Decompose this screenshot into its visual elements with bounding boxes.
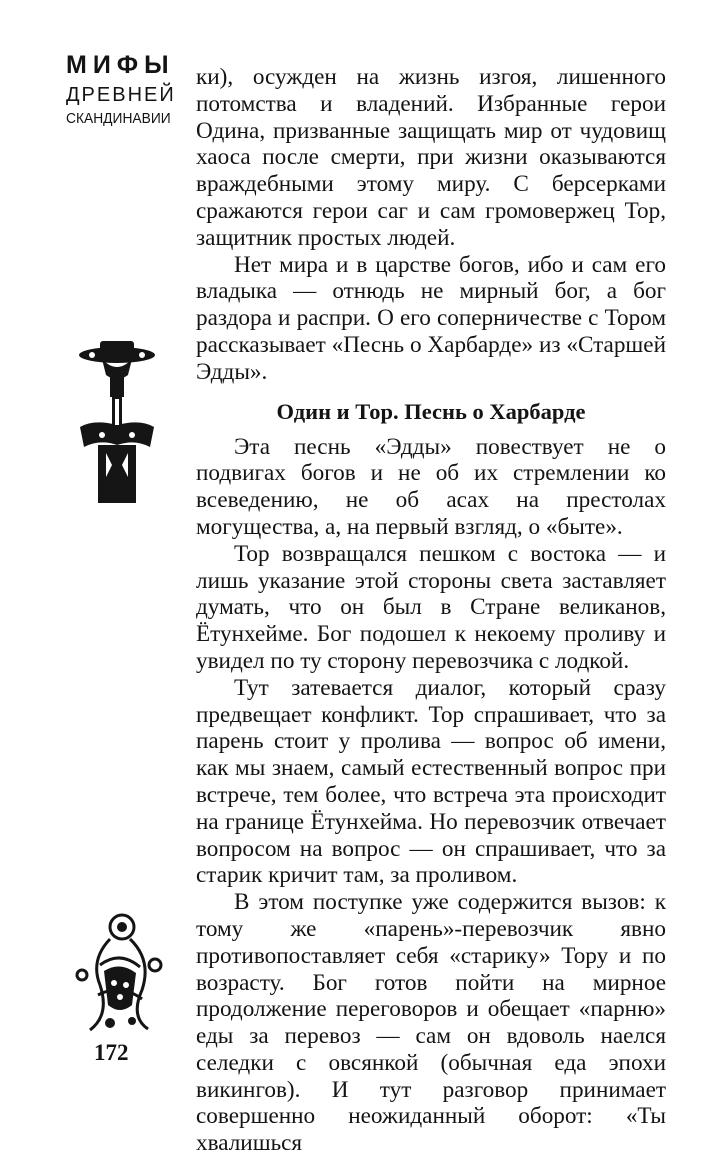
page-number: 172: [94, 1040, 129, 1065]
running-head-line3: СКАНДИНАВИИ: [66, 110, 171, 127]
paragraph: ки), осужден на жизнь изгоя, лишенного потомства и владений. Избранные герои Одина, призванные защищать мир от чудовищ хаоса после смерти, при жизни оказываются враждебными этому миру. С берсерками сражаются герои саг и сам громовержец Тор, защитник простых людей.: [196, 64, 666, 251]
ornament-illustration: [70, 905, 165, 1035]
paragraph: Тут затевается диалог, который сразу предвещает конфликт. Тор спрашивает, что за парень стоит у пролива — вопрос об имени, как мы знаем, самый естественный вопрос при встрече, тем более, что встреча эта происходит на границе Ётунхейма. Но перевозчик отвечает вопросом на вопрос — он спрашивает, что за старик кричит там, за проливом.: [196, 674, 666, 889]
body-text: [196, 64, 666, 1157]
running-head: [66, 50, 176, 130]
running-head-line2: ДРЕВНЕЙ: [66, 84, 176, 106]
running-head-line1: МИФЫ: [66, 51, 175, 79]
paragraph: Тор возвращался пешком с востока — и лишь указание этой стороны света заставляет думать, что он был в Стране великанов, Ётунхейме. Бог подошел к некоему проливу и увидел по ту сторону перевозчика с лодкой.: [196, 540, 666, 674]
paragraph: В этом поступке уже содержится вызов: к тому же «парень»-перевозчик явно противопоставляет себя «старику» Тору и по возрасту. Бог готов пойти на мирное продолжение переговоров и обещает «парню» еды за перевоз — сам он вдоволь наелся селедки с овсянкой (обычная еда эпохи викингов). И тут разговор принимает совершенно неожиданный оборот: «Ты хвалишься: [196, 889, 666, 1157]
paragraph: Нет мира и в царстве богов, ибо и сам его владыка — отнюдь не мирный бог, а бог раздора и распри. О его соперничестве с Тором рассказывает «Песнь о Харбарде» из «Старшей Эдды».: [196, 251, 666, 385]
section-heading: Один и Тор. Песнь о Харбарде: [276, 398, 586, 424]
amulet-illustration: [72, 335, 162, 510]
paragraph: Эта песнь «Эдды» повествует не о подвигах богов и не об их стремлении ко всеведению, не об асах на престолах могущества, а, на первый взгляд, о «быте».: [196, 433, 666, 540]
